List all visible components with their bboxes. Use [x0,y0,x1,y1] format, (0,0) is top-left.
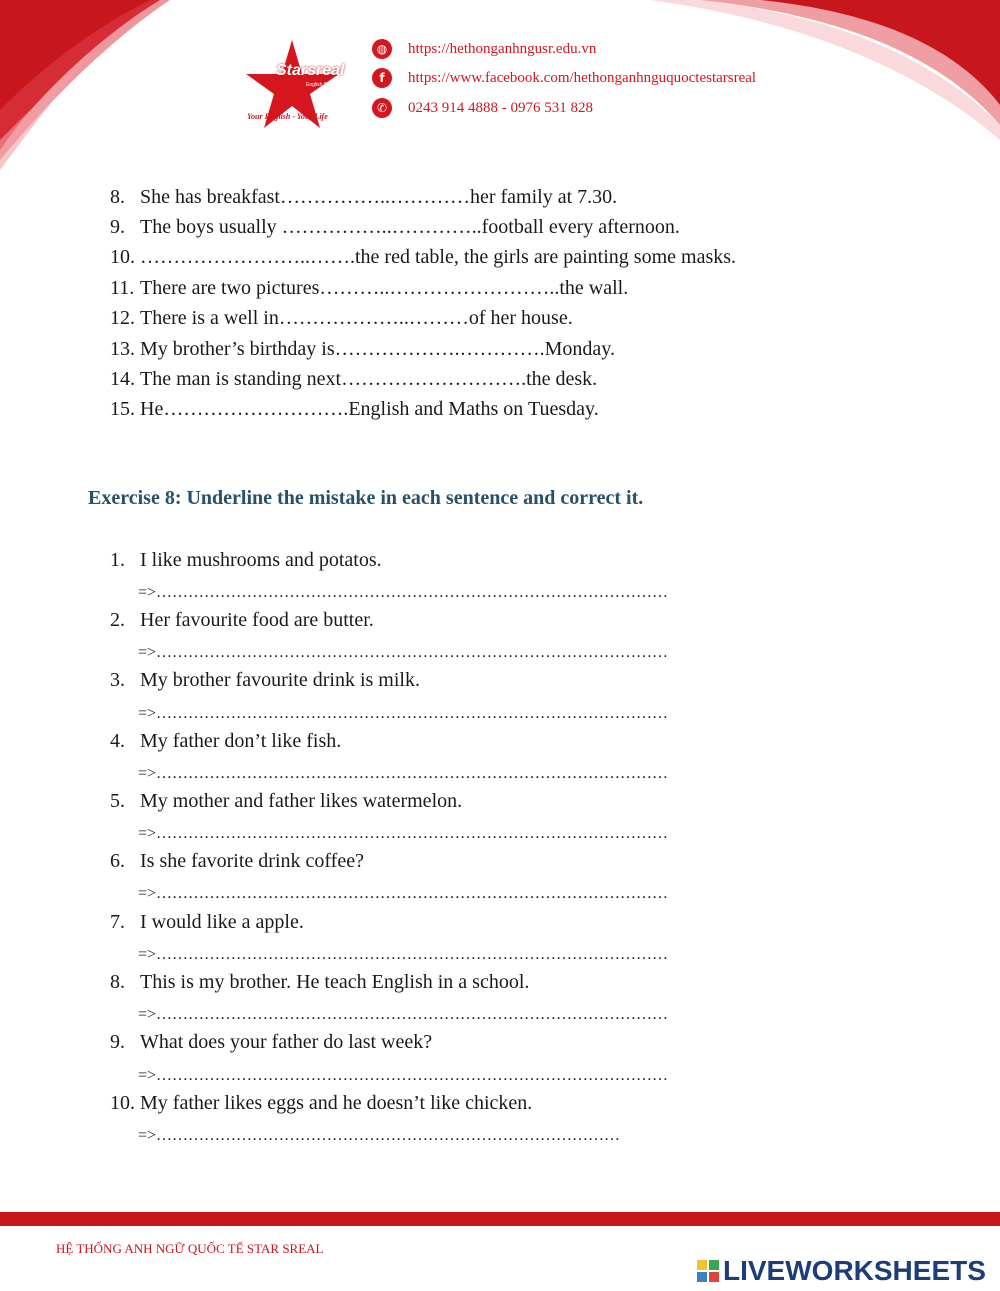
list-item [110,397,599,421]
logo-text: Starsreal [276,62,345,79]
list-item [110,970,529,994]
logo-subtext: English System [306,82,341,88]
item-text: ……………………..…….the red table, the girls are painting some masks. [140,246,737,268]
item-number: 10. [110,1092,135,1114]
item-number: 1. [110,549,125,571]
list-item [110,245,736,269]
answer-line-3[interactable]: =>…………………………………………………………………………………… [138,705,669,722]
item-number: 6. [110,850,125,872]
list-item [110,548,382,572]
item-text: He……………………….English and Maths on Tuesday. [140,398,599,420]
item-text: My father don’t like fish. [140,730,342,752]
item-text: What does your father do last week? [140,1031,433,1053]
item-text: My brother’s birthday is……………….………….Monday. [140,338,615,360]
answer-line-2[interactable]: =>…………………………………………………………………………………… [138,644,669,661]
liveworksheets-grid-icon [697,1260,719,1282]
item-number: 2. [110,609,125,631]
list-item [110,1030,432,1054]
exercise8-title: Exercise 8: Underline the mistake in each sentence and correct it. [88,487,644,509]
contact-website [372,36,596,62]
contact-facebook [372,65,756,91]
globe-icon: ◍ [372,39,392,59]
item-text: My mother and father likes watermelon. [140,790,463,812]
item-text: Is she favorite drink coffee? [140,850,364,872]
list-item [110,668,420,692]
item-number: 4. [110,730,125,752]
item-text: The man is standing next……………………….the desk. [140,368,598,390]
item-number: 8. [110,971,125,993]
answer-line-7[interactable]: =>…………………………………………………………………………………… [138,946,669,963]
footer-bar [0,1212,1000,1226]
liveworksheets-logo [697,1255,986,1287]
list-item [110,185,617,209]
item-number: 14. [110,368,135,390]
list-item [110,276,628,300]
contact-website-text[interactable]: https://hethonganhngusr.edu.vn [408,40,597,57]
item-number: 3. [110,669,125,691]
answer-line-6[interactable]: =>…………………………………………………………………………………… [138,885,669,902]
footer-org-name: HỆ THỐNG ANH NGỮ QUỐC TẾ STAR SREAL [56,1241,324,1256]
item-text: There are two pictures………..……………………..the wall. [140,277,629,299]
item-number: 15. [110,398,135,420]
list-item [110,337,615,361]
contact-facebook-text[interactable]: https://www.facebook.com/hethonganhnguquoctestarsreal [408,69,757,86]
answer-line-5[interactable]: =>…………………………………………………………………………………… [138,825,669,842]
answer-line-4[interactable]: =>…………………………………………………………………………………… [138,765,669,782]
list-item [110,215,680,239]
item-number: 9. [110,1031,125,1053]
item-number: 11. [110,277,135,299]
phone-icon: ✆ [372,98,392,118]
item-number: 9. [110,216,125,238]
list-item [110,789,462,813]
item-number: 7. [110,911,125,933]
list-item [110,1091,532,1115]
item-text: This is my brother. He teach English in a school. [140,971,530,993]
list-item [110,306,573,330]
contact-phone-text: 0243 914 4888 - 0976 531 828 [408,99,593,116]
item-text: Her favourite food are butter. [140,609,374,631]
list-item [110,849,364,873]
item-number: 5. [110,790,125,812]
liveworksheets-brand: LIVEWORKSHEETS [723,1255,986,1286]
list-item [110,729,341,753]
item-text: There is a well in………………..………of her house. [140,307,573,329]
item-number: 12. [110,307,135,329]
item-text: She has breakfast……………..…………her family at 7.30. [140,186,618,208]
contact-phone [372,95,593,121]
answer-line-1[interactable]: =>…………………………………………………………………………………… [138,584,669,601]
item-number: 13. [110,338,135,360]
facebook-icon: f [372,68,392,88]
list-item [110,608,374,632]
item-text: I like mushrooms and potatos. [140,549,382,571]
answer-line-10[interactable]: =>…………………………………………………………………………… [138,1127,621,1144]
answer-line-9[interactable]: =>…………………………………………………………………………………… [138,1067,669,1084]
list-item [110,367,597,391]
item-text: My father likes eggs and he doesn’t like chicken. [140,1092,533,1114]
item-text: My brother favourite drink is milk. [140,669,420,691]
item-number: 8. [110,186,125,208]
item-text: I would like a apple. [140,911,304,933]
answer-line-8[interactable]: =>…………………………………………………………………………………… [138,1006,669,1023]
logo-tagline: Your English - Your Life [247,112,328,121]
item-text: The boys usually ……………..…………..football every afternoon. [140,216,680,238]
item-number: 10. [110,246,135,268]
list-item [110,910,304,934]
